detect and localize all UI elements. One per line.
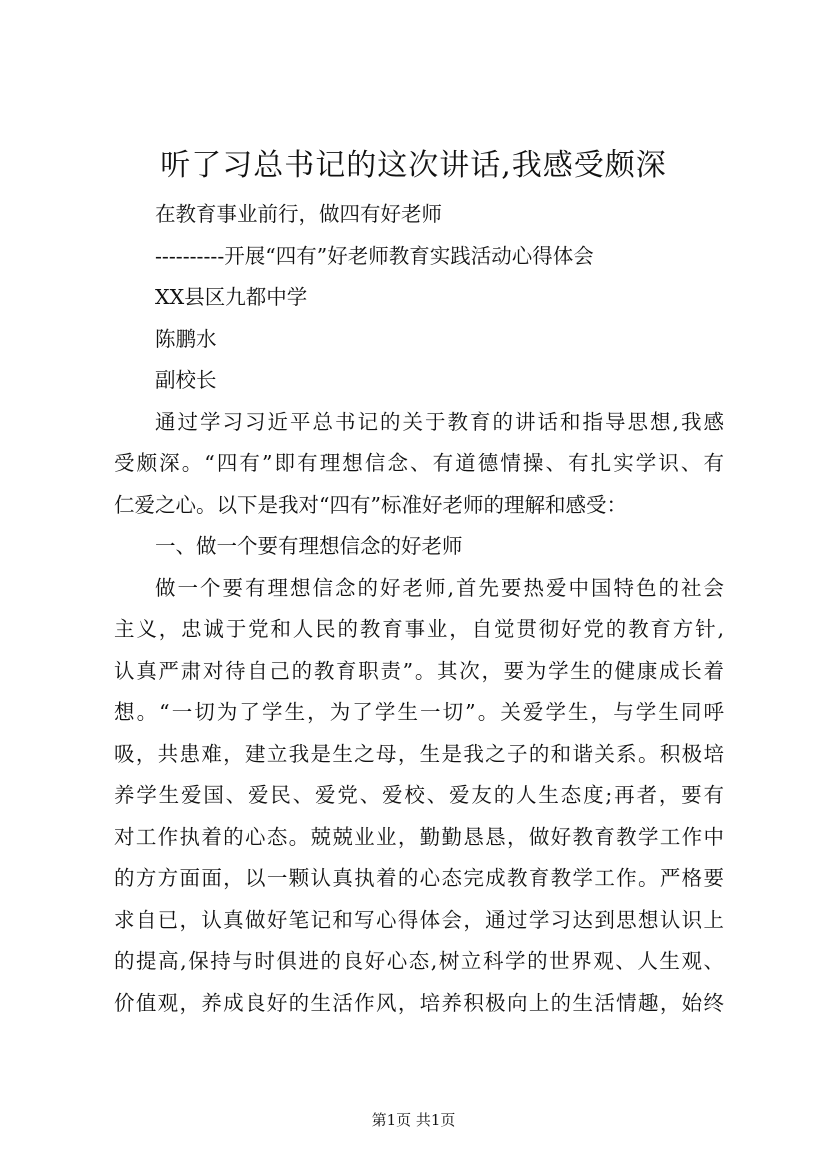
paragraph-2-line: 想。“一切为了学生，为了学生一切”。关爱学生，与学生同呼 — [114, 700, 724, 724]
document-body — [114, 194, 724, 1024]
paragraph-2-line: 的方方面面，以一颗认真执着的心态完成教育教学工作。严格要 — [114, 866, 724, 890]
section-1-heading: 一、做一个要有理想信念的好老师 — [155, 534, 463, 558]
paragraph-2-line: 主义，忠诚于党和人民的教育事业，自觉贯彻好党的教育方针, — [114, 617, 724, 641]
school-name: XX县区九都中学 — [155, 285, 308, 309]
paragraph-2-line: 吸，共患难，建立我是生之母，生是我之子的和谐关系。积极培 — [114, 741, 724, 766]
document-title: 听了习总书记的这次讲话,我感受颇深 — [160, 148, 667, 183]
page-number-footer: 第1页 共1页 — [371, 1111, 456, 1129]
author-name: 陈鹏水 — [155, 326, 217, 351]
paragraph-2-line: 的提高,保持与时俱进的良好心态,树立科学的世界观、人生观、 — [114, 949, 724, 973]
subtitle: 在教育事业前行，做四有好老师 — [155, 202, 442, 226]
paragraph-1-line: 通过学习习近平总书记的关于教育的讲话和指导思想,我感 — [155, 409, 724, 434]
paragraph-2-line: 认真严肃对待自己的教育职责”。其次，要为学生的健康成长着 — [114, 658, 724, 683]
paragraph-1-line: 受颇深。“四有”即有理想信念、有道德情操、有扎实学识、有 — [114, 451, 724, 475]
paragraph-2-line: 求自已，认真做好笔记和写心得体会，通过学习达到思想认识上 — [114, 907, 724, 932]
paragraph-1-line: 仁爱之心。以下是我对“四有”标准好老师的理解和感受： — [114, 492, 627, 517]
paragraph-2-line: 养学生爱国、爱民、爱党、爱校、爱友的人生态度;再者，要有 — [114, 783, 724, 807]
paragraph-2-line: 对工作执着的心态。兢兢业业，勤勤恳恳，做好教育教学工作中 — [114, 824, 724, 849]
author-position: 副校长 — [155, 368, 217, 392]
paragraph-2-line: 做一个要有理想信念的好老师,首先要热爱中国特色的社会 — [155, 575, 724, 600]
paragraph-2-line: 价值观，养成良好的生活作风，培养积极向上的生活情趣，始终 — [114, 990, 724, 1015]
activity-heading: ----------开展“四有”好老师教育实践活动心得体会 — [155, 243, 594, 268]
